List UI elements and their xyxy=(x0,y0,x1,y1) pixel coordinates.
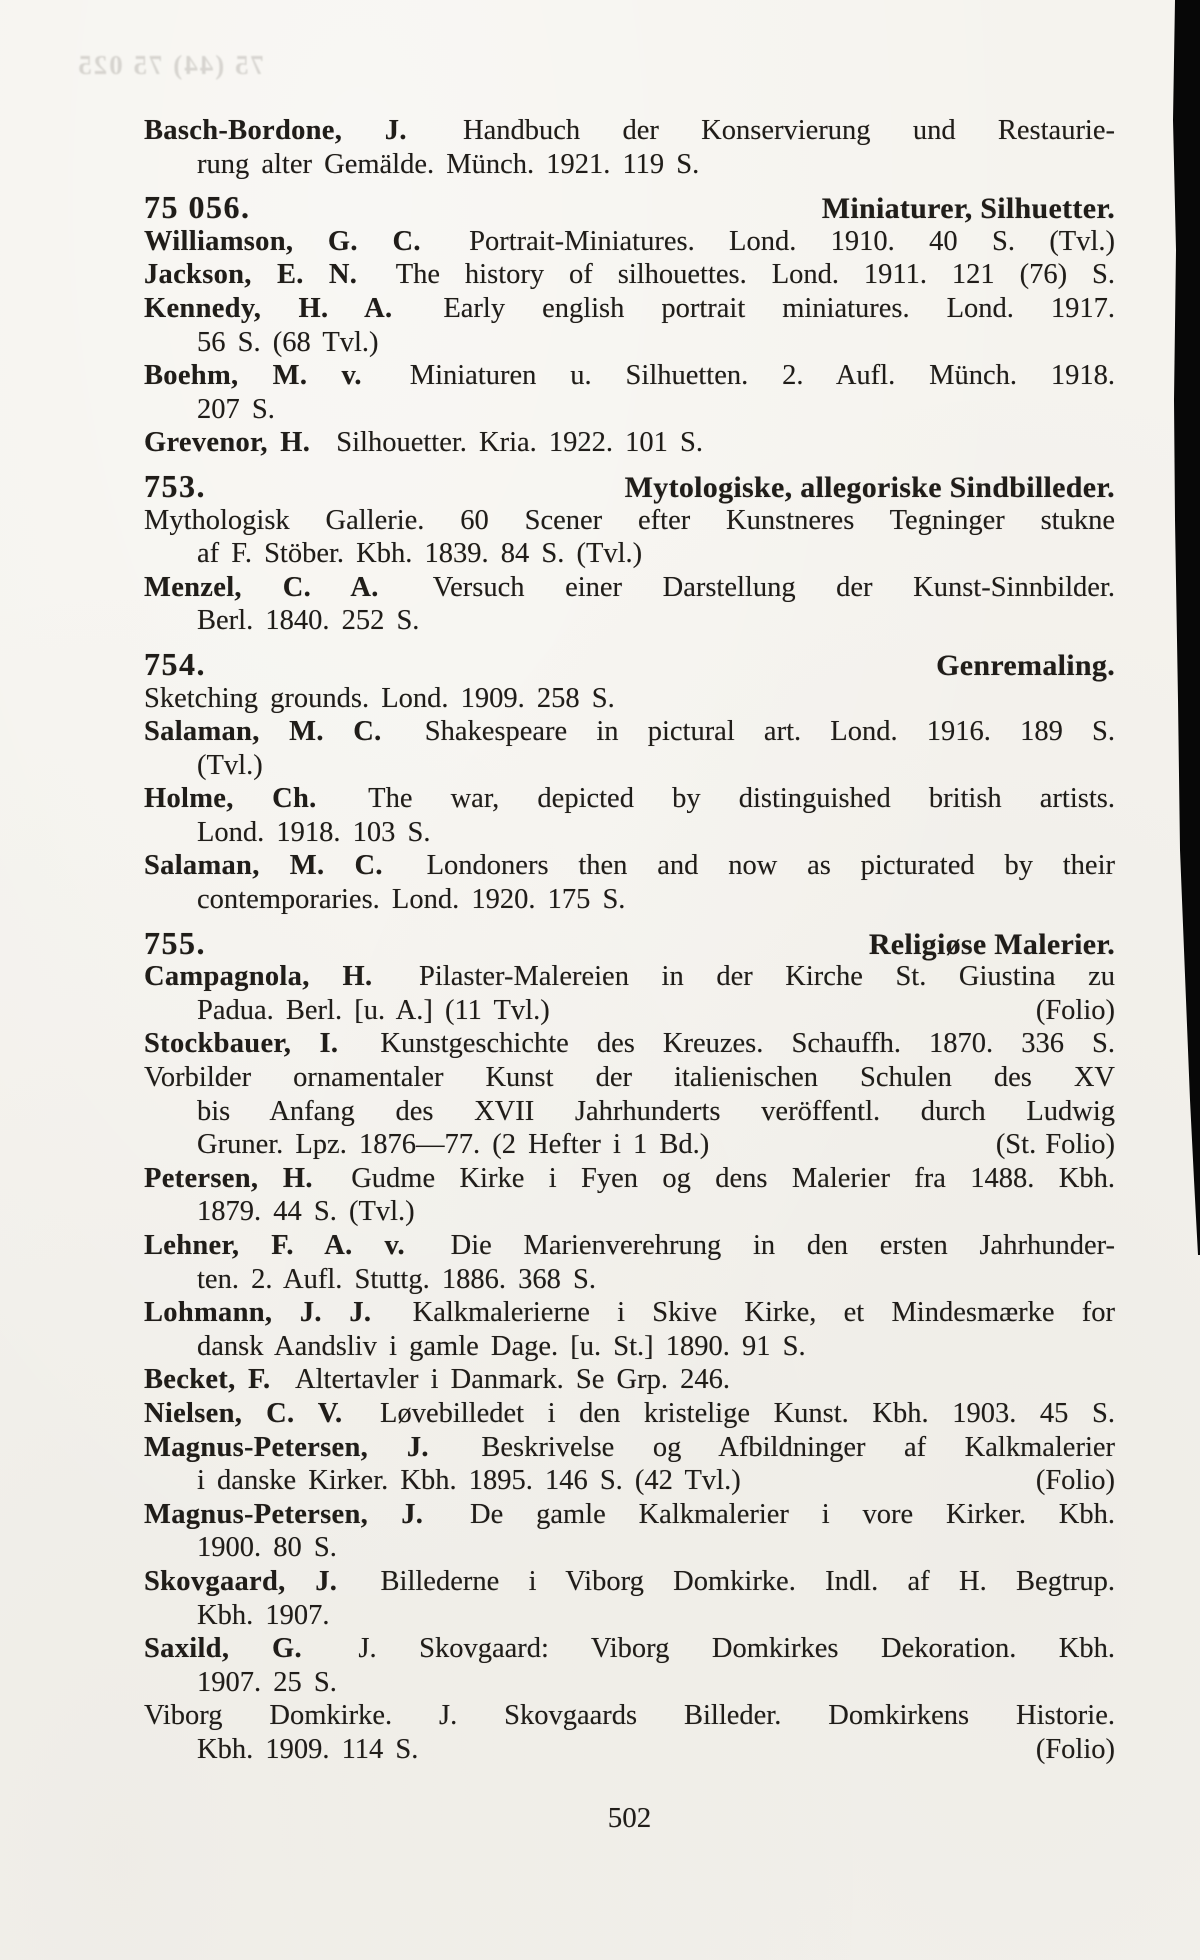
entry-text: 56 S. (68 Tvl.) xyxy=(197,326,379,358)
entry-line xyxy=(144,1061,1115,1095)
format-note: (Folio) xyxy=(1035,1733,1115,1765)
entry-line xyxy=(144,1666,1115,1700)
entry-line xyxy=(144,1599,1115,1633)
section-number: 75 056. xyxy=(144,189,251,226)
author-name: Saxild, G. xyxy=(144,1633,302,1665)
entry-text: Beskrivelse og Afbildninger af Kalkmalerier xyxy=(481,1431,1115,1463)
section-heading xyxy=(144,467,1115,504)
entry-text: Mythologisk Gallerie. 60 Scener efter Kunstneres Tegninger stukne xyxy=(144,504,1115,536)
entry-line xyxy=(144,994,1115,1028)
entry-text: The war, depicted by distinguished british artists. xyxy=(368,783,1115,815)
entry-line xyxy=(144,1632,1115,1666)
entry-text: Die Marienverehrung in den ersten Jahrhunder- xyxy=(450,1230,1116,1261)
entry-line xyxy=(144,883,1115,917)
entry-line xyxy=(144,1397,1115,1431)
entry-text: Berl. 1840. 252 S. xyxy=(197,605,420,637)
section-heading xyxy=(144,645,1115,682)
author-name: Campagnola, H. xyxy=(144,961,373,993)
author-name: Menzel, C. A. xyxy=(144,571,379,603)
entry-line xyxy=(144,504,1115,538)
entry-line xyxy=(144,1128,1115,1162)
entry-text: dansk Aandsliv i gamle Dage. [u. St.] 1890. 91 S. xyxy=(197,1330,806,1362)
entry-text: Gudme Kirke i Fyen og dens Malerier fra 1488. Kbh. xyxy=(351,1162,1115,1194)
author-name: Salaman, M. C. xyxy=(144,850,383,882)
entry-text: Vorbilder ornamentaler Kunst der italienischen Schulen des XV xyxy=(144,1062,1115,1094)
author-name: Grevenor, H. xyxy=(144,427,311,459)
entry-line xyxy=(144,816,1115,850)
author-name: Holme, Ch. xyxy=(144,783,317,815)
section-title: Mytologiske, allegoriske Sindbilleder. xyxy=(624,470,1115,504)
entry-line xyxy=(144,1464,1115,1498)
entry-text: 1879. 44 S. (Tvl.) xyxy=(197,1196,415,1228)
entry-text: 1907. 25 S. xyxy=(197,1666,337,1698)
entry-text: (Tvl.) xyxy=(197,749,263,781)
entry-text: Kbh. 1907. xyxy=(197,1599,330,1631)
author-name: Skovgaard, J. xyxy=(144,1565,338,1597)
entry-line xyxy=(144,359,1115,393)
bleed-through-text: 75 (44) 75 025 xyxy=(76,50,264,80)
entry-line xyxy=(144,393,1115,427)
entry-text: J. Skovgaard: Viborg Domkirkes Dekoration. Kbh. xyxy=(358,1633,1116,1665)
entry-text: Sketching grounds. Lond. 1909. 258 S. xyxy=(144,682,615,714)
entry-line xyxy=(144,148,1115,182)
entry-text: Billederne i Viborg Domkirke. Indl. af H. Begtrup. xyxy=(380,1565,1115,1597)
scan-edge-artifact xyxy=(1160,0,1200,1255)
entry-line xyxy=(144,782,1115,816)
entry-text: bis Anfang des XVII Jahrhunderts veröffentl. durch Ludwig xyxy=(197,1095,1115,1127)
format-note: (Folio) xyxy=(1035,1465,1115,1497)
entry-line xyxy=(144,682,1115,716)
entry-text: af F. Stöber. Kbh. 1839. 84 S. (Tvl.) xyxy=(197,538,643,570)
author-name: Lohmann, J. J. xyxy=(144,1297,372,1329)
author-name: Becket, F. xyxy=(144,1364,271,1396)
entry-text: The history of silhouettes. Lond. 1911. 121 (76) S. xyxy=(395,259,1116,291)
entry-text: rung alter Gemälde. Münch. 1921. 119 S. xyxy=(197,148,700,180)
entry-line xyxy=(144,292,1115,326)
entry-text: De gamle Kalkmalerier i vore Kirker. Kbh. xyxy=(470,1498,1116,1530)
page-number: 502 xyxy=(607,1801,652,1834)
author-name: Petersen, H. xyxy=(144,1162,313,1194)
entry-text: 1900. 80 S. xyxy=(197,1532,337,1564)
entry-line xyxy=(144,1431,1115,1465)
author-name: Magnus-Petersen, J. xyxy=(144,1498,424,1530)
author-name: Salaman, M. C. xyxy=(144,716,382,748)
author-name: Stockbauer, I. xyxy=(144,1028,339,1060)
entry-text: i danske Kirker. Kbh. 1895. 146 S. (42 Tvl.) xyxy=(197,1465,741,1497)
entry-line xyxy=(144,960,1115,994)
author-name: Boehm, M. v. xyxy=(144,360,362,392)
entry-line xyxy=(144,1565,1115,1599)
entry-text: Silhouetter. Kria. 1922. 101 S. xyxy=(336,427,703,459)
author-name: Nielsen, C. V. xyxy=(144,1397,343,1429)
section-number: 754. xyxy=(144,645,206,682)
entry-line xyxy=(144,114,1115,148)
entry-line xyxy=(144,1733,1115,1767)
entry-text: Lond. 1918. 103 S. xyxy=(197,816,431,848)
entry-text: Kalkmalerierne i Skive Kirke, et Mindesmærke for xyxy=(412,1297,1115,1329)
entry-text: Løvebilledet i den kristelige Kunst. Kbh. 1903. 45 S. xyxy=(380,1397,1116,1429)
entry-text: Gruner. Lpz. 1876—77. (2 Hefter i 1 Bd.) xyxy=(197,1129,710,1161)
format-note: (St. Folio) xyxy=(995,1129,1115,1161)
entry-text: Kunstgeschichte des Kreuzes. Schauffh. 1870. 336 S. xyxy=(380,1028,1116,1060)
entry-text: Altertavler i Danmark. Se Grp. 246. xyxy=(295,1364,730,1396)
entry-text: ten. 2. Aufl. Stuttg. 1886. 368 S. xyxy=(197,1263,596,1295)
text-column xyxy=(144,114,1115,1835)
author-name: Magnus-Petersen, J. xyxy=(144,1431,429,1463)
entry-line xyxy=(144,849,1115,883)
entry-line xyxy=(144,715,1115,749)
entry-line xyxy=(144,1330,1115,1364)
entry-line xyxy=(144,604,1115,638)
entry-text: Padua. Berl. [u. A.] (11 Tvl.) xyxy=(197,994,550,1026)
entry-line xyxy=(144,1498,1115,1532)
entry-text: Kbh. 1909. 114 S. xyxy=(197,1733,419,1765)
entry-line xyxy=(144,1229,1115,1263)
section-title: Genremaling. xyxy=(936,648,1115,682)
entry-line xyxy=(144,1195,1115,1229)
section-number: 753. xyxy=(144,467,206,504)
entry-text: Pilaster-Malereien in der Kirche St. Giustina zu xyxy=(419,961,1116,993)
entry-text: Handbuch der Konservierung und Restaurie- xyxy=(463,115,1115,146)
entry-line xyxy=(144,1296,1115,1330)
entry-text: Early english portrait miniatures. Lond. 1917. xyxy=(443,292,1115,324)
section-title: Religiøse Malerier. xyxy=(868,927,1115,961)
section-number: 755. xyxy=(144,924,206,961)
entry-line xyxy=(144,1531,1115,1565)
entry-line xyxy=(144,258,1115,292)
author-name: Williamson, G. C. xyxy=(144,225,421,257)
entry-line xyxy=(144,225,1115,259)
author-name: Lehner, F. A. v. xyxy=(144,1230,405,1261)
entry-line xyxy=(144,1162,1115,1196)
entry-text: Londoners then and now as picturated by their xyxy=(426,850,1115,882)
entry-text: Miniaturen u. Silhuetten. 2. Aufl. Münch. 1918. xyxy=(409,360,1115,392)
entry-line xyxy=(144,426,1115,460)
format-note: (Folio) xyxy=(1035,994,1115,1026)
entry-text: Viborg Domkirke. J. Skovgaards Billeder. Domkirkens Historie. xyxy=(144,1700,1115,1732)
entry-line xyxy=(144,1263,1115,1297)
section-heading xyxy=(144,191,1115,225)
entry-text: Portrait-Miniatures. Lond. 1910. 40 S. (Tvl.) xyxy=(469,225,1115,257)
entry-text: contemporaries. Lond. 1920. 175 S. xyxy=(197,884,626,916)
entry-text: 207 S. xyxy=(197,393,275,425)
entry-text: Versuch einer Darstellung der Kunst-Sinnbilder. xyxy=(432,571,1115,603)
section-title: Miniaturer, Silhuetter. xyxy=(821,192,1115,226)
author-name: Jackson, E. N. xyxy=(144,259,358,291)
entry-line xyxy=(144,537,1115,571)
entry-line xyxy=(144,1027,1115,1061)
entry-line xyxy=(144,1363,1115,1397)
author-name: Basch-Bordone, J. xyxy=(144,115,407,146)
entry-line xyxy=(144,571,1115,605)
entry-line xyxy=(144,326,1115,360)
author-name: Kennedy, H. A. xyxy=(144,292,393,324)
entry-line xyxy=(144,749,1115,783)
entry-line xyxy=(144,1699,1115,1733)
entry-line xyxy=(144,1095,1115,1129)
section-heading xyxy=(144,924,1115,961)
entry-text: Shakespeare in pictural art. Lond. 1916. 189 S. xyxy=(424,716,1115,748)
